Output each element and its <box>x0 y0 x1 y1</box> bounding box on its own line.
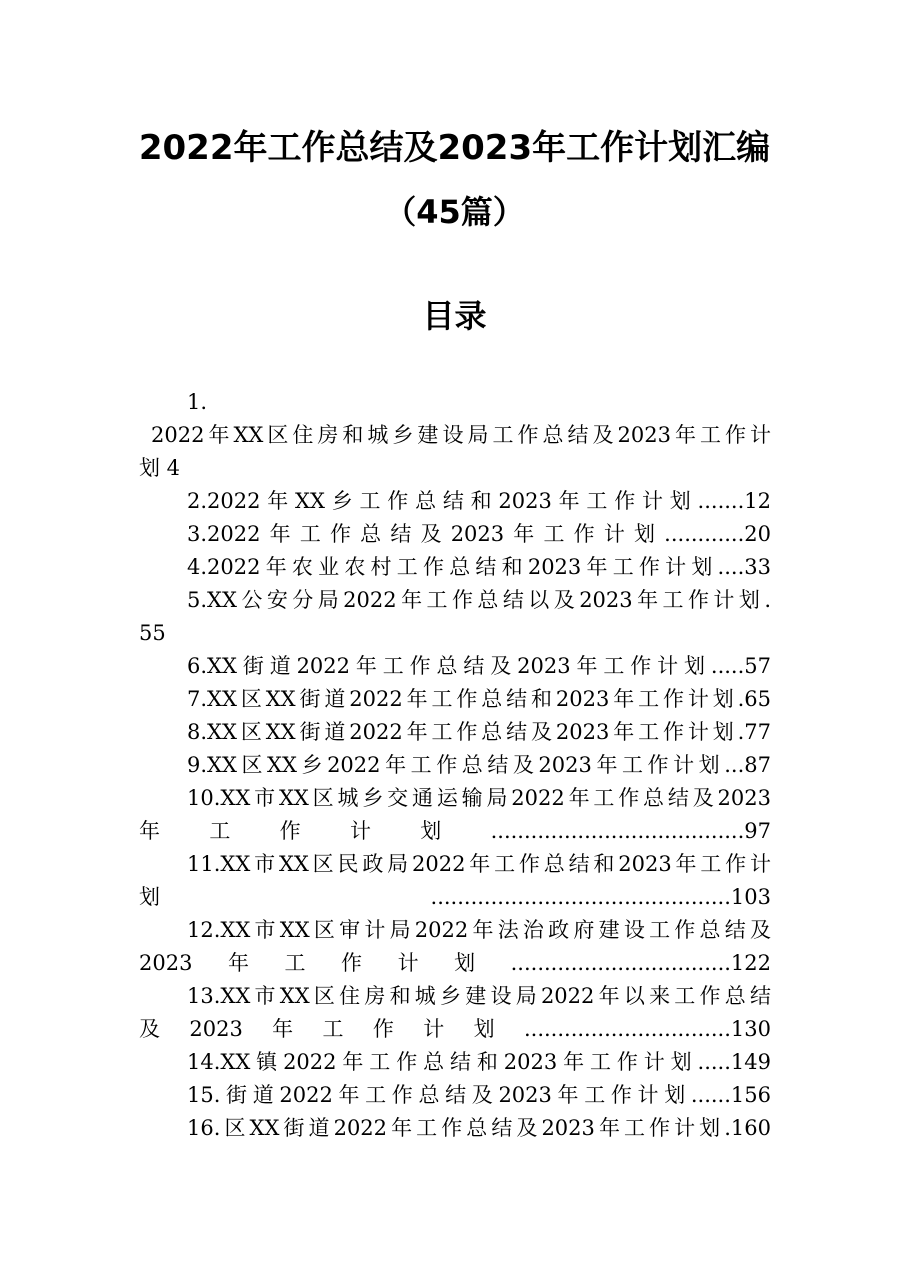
toc-line[interactable]: 5.XX公安分局2022年工作总结以及2023年工作计划. <box>187 588 771 612</box>
toc-heading: 目录 <box>422 297 487 335</box>
toc-line[interactable]: 4.2022年农业农村工作总结和2023年工作计划....33 <box>187 555 771 579</box>
toc-line[interactable]: 1. <box>187 390 208 414</box>
toc-line[interactable]: 10.XX市XX区城乡交通运输局2022年工作总结及2023 <box>187 786 771 810</box>
toc-line[interactable]: 8.XX区XX街道2022年工作总结及2023年工作计划.77 <box>187 720 771 744</box>
toc-line[interactable]: 3.2022年工作总结及2023年工作计划............20 <box>187 522 771 546</box>
toc-line[interactable]: 15.街道2022年工作总结及2023年工作计划......156 <box>187 1083 771 1107</box>
toc-line[interactable]: 9.XX区XX乡2022年工作总结及2023年工作计划...87 <box>187 753 771 777</box>
toc-line[interactable]: 12.XX市XX区审计局2022年法治政府建设工作总结及 <box>187 918 771 942</box>
toc-line[interactable]: 2.2022年XX乡工作总结和2023年工作计划.......12 <box>187 489 771 513</box>
toc-line[interactable]: 划.............................................103 <box>139 885 771 909</box>
toc-line[interactable]: 2023年工作计划.................................122 <box>139 951 771 975</box>
table-of-contents <box>139 386 771 1145</box>
toc-line[interactable]: 划 4 <box>139 456 181 480</box>
toc-line[interactable]: 14.XX镇2022年工作总结和2023年工作计划.....149 <box>187 1050 771 1074</box>
toc-line[interactable]: 及2023年工作计划...............................130 <box>139 1017 771 1041</box>
toc-line[interactable]: 13.XX市XX区住房和城乡建设局2022年以来工作总结 <box>187 984 771 1008</box>
toc-line[interactable]: 2022年XX区住房和城乡建设局工作总结及2023年工作计 <box>151 423 771 447</box>
toc-line[interactable]: 7.XX区XX街道2022年工作总结和2023年工作计划.65 <box>187 687 771 711</box>
toc-line[interactable]: 11.XX市XX区民政局2022年工作总结和2023年工作计 <box>187 852 771 876</box>
document-title: 2022年工作总结及2023年工作计划汇编 <box>138 128 771 168</box>
toc-line[interactable]: 55 <box>139 621 166 645</box>
toc-line[interactable]: 6.XX街道2022年工作总结及2023年工作计划.....57 <box>187 654 771 678</box>
document-subtitle-count: （45篇） <box>384 193 525 231</box>
toc-line[interactable]: 年工作计划......................................97 <box>139 819 771 843</box>
toc-line[interactable]: 16.区XX街道2022年工作总结及2023年工作计划.160 <box>187 1116 771 1140</box>
